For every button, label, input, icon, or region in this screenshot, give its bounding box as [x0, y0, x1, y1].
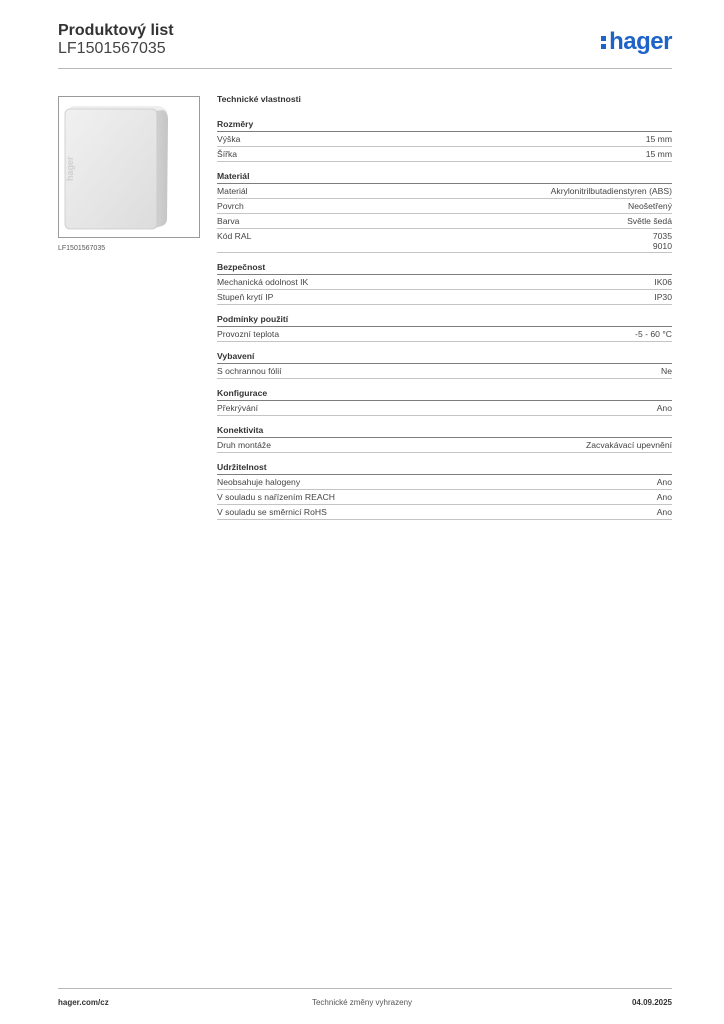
spec-value: [646, 134, 672, 144]
spec-value: [653, 231, 672, 251]
spec-value-line: Světle šedá: [627, 216, 672, 226]
spec-label: Povrch: [217, 201, 244, 211]
spec-value-line: Neošetřený: [628, 201, 672, 211]
spec-value-line: 15 mm: [645, 149, 672, 159]
spec-label: Výška: [217, 134, 241, 144]
spec-row: [217, 147, 672, 162]
spec-row: [217, 229, 672, 253]
spec-label: Kód RAL: [217, 231, 252, 241]
spec-value-line: Ano: [656, 507, 672, 517]
spec-section: [217, 425, 672, 453]
spec-label: Překrývání: [217, 403, 259, 413]
spec-value-line: Ne: [661, 366, 672, 376]
embossed-mark: hager: [65, 156, 75, 181]
product-code: LF1501567035: [58, 40, 166, 57]
section-title: Vybavení: [217, 351, 672, 364]
section-title: Bezpečnost: [217, 262, 672, 275]
spec-value: [628, 201, 672, 211]
spec-label: Stupeň krytí IP: [217, 292, 274, 302]
spec-value: [657, 507, 672, 517]
section-title: Rozměry: [217, 119, 672, 132]
footer-date: 04.09.2025: [631, 998, 672, 1007]
spec-value: [635, 329, 672, 339]
spec-value-line: 7035: [652, 231, 672, 241]
product-image: [58, 96, 200, 238]
logo-text: hager: [609, 28, 672, 55]
spec-value-line: -5 - 60 °C: [635, 329, 672, 339]
spec-value: [586, 440, 672, 450]
spec-label: V souladu se směrnicí RoHS: [217, 507, 327, 517]
spec-value: [657, 492, 672, 502]
spec-label: Neobsahuje halogeny: [217, 477, 301, 487]
spec-label: Materiál: [217, 186, 248, 196]
spec-row: [217, 214, 672, 229]
technical-specs: [217, 94, 672, 529]
footer-website: hager.com/cz: [58, 998, 109, 1007]
section-title: Materiál: [217, 171, 672, 184]
specs-title: Technické vlastnosti: [217, 94, 301, 104]
spec-row: [217, 490, 672, 505]
spec-value-line: Ano: [656, 477, 672, 487]
spec-value-line: 9010: [652, 241, 672, 251]
spec-value: [661, 366, 672, 376]
spec-row: [217, 438, 672, 453]
spec-section: [217, 119, 672, 162]
section-title: Konektivita: [217, 425, 672, 438]
spec-label: Provozní teplota: [217, 329, 280, 339]
spec-value-line: Akrylonitrilbutadienstyren (ABS): [550, 186, 672, 196]
spec-value-line: Zacvakávací upevnění: [586, 440, 672, 450]
spec-row: [217, 132, 672, 147]
spec-value-line: Ano: [656, 403, 672, 413]
spec-row: [217, 327, 672, 342]
section-title: Udržitelnost: [217, 462, 672, 475]
spec-value-line: Ano: [656, 492, 672, 502]
spec-value: [654, 292, 672, 302]
hager-logo: [601, 30, 672, 54]
spec-section: [217, 262, 672, 305]
header-divider: [58, 68, 672, 69]
spec-row: [217, 475, 672, 490]
spec-label: Mechanická odolnost IK: [217, 277, 309, 287]
spec-value-line: IK06: [654, 277, 672, 287]
spec-row: [217, 290, 672, 305]
image-caption: LF1501567035: [58, 245, 106, 252]
spec-label: Druh montáže: [217, 440, 271, 450]
footer-notice: Technické změny vyhrazeny: [311, 998, 413, 1007]
spec-label: Šířka: [217, 149, 238, 159]
spec-value: [627, 216, 672, 226]
spec-section: [217, 351, 672, 379]
spec-label: V souladu s nařízením REACH: [217, 492, 335, 502]
footer-divider: [58, 988, 672, 989]
spec-section: [217, 314, 672, 342]
logo-colon-icon: [601, 34, 607, 50]
section-title: Podmínky použití: [217, 314, 672, 327]
spec-row: [217, 505, 672, 520]
spec-label: S ochrannou fólií: [217, 366, 282, 376]
spec-section: [217, 171, 672, 253]
spec-value: [654, 277, 672, 287]
spec-row: [217, 199, 672, 214]
product-cap-illustration: [59, 97, 199, 237]
spec-row: [217, 364, 672, 379]
spec-row: [217, 401, 672, 416]
spec-value-line: IP30: [654, 292, 672, 302]
spec-row: [217, 275, 672, 290]
spec-value-line: 15 mm: [645, 134, 672, 144]
spec-value: [657, 477, 672, 487]
spec-value: [551, 186, 672, 196]
page-title: Produktový list: [58, 22, 174, 39]
spec-value: [646, 149, 672, 159]
spec-label: Barva: [217, 216, 240, 226]
spec-value: [657, 403, 672, 413]
spec-section: [217, 462, 672, 520]
spec-sections: [217, 119, 672, 520]
spec-row: [217, 184, 672, 199]
spec-section: [217, 388, 672, 416]
section-title: Konfigurace: [217, 388, 672, 401]
